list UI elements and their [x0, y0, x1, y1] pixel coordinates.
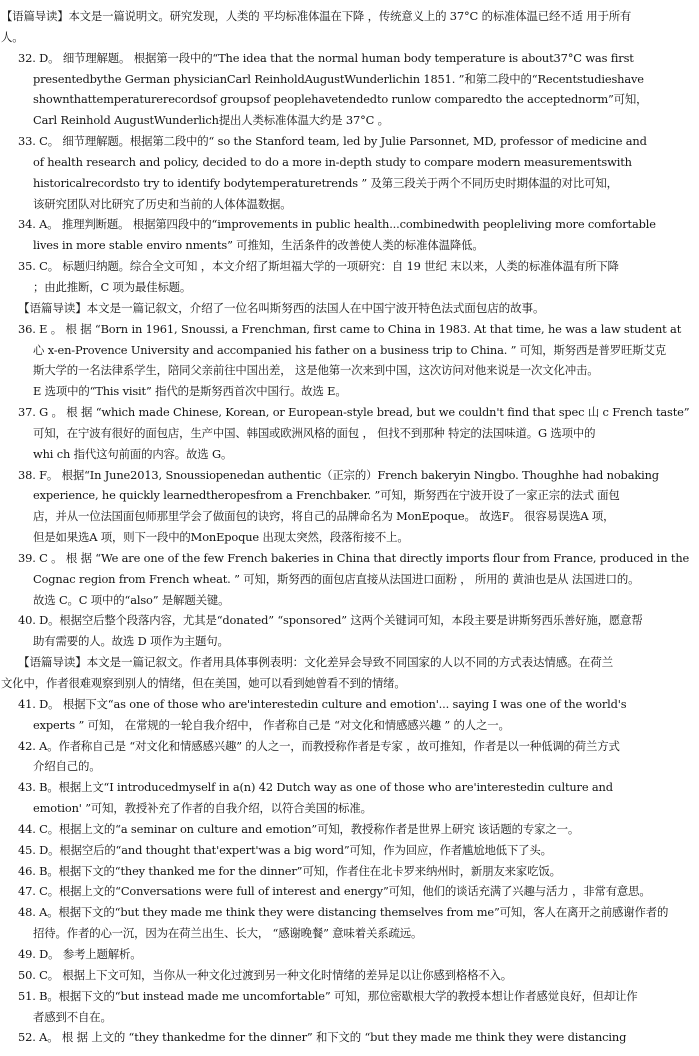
explanation-line: presentedbythe German physicianCarl ReinholdAugustWunderlichin 1851. ”和第二段中的“Recentstudieshave [33, 71, 644, 86]
explanation-line: Cognac region from French wheat. ” 可知，斯努西的面包店直接从法国进口面粉 ， 所用的 黄油也是从 法国进口的。 [33, 571, 640, 586]
explanation-line: 者感到不自在。 [33, 1009, 112, 1024]
explanation-line: 35. C。 标题归纳题。综合全文可知 ，本文介绍了斯坦福大学的一项研究：自 19 世纪 末以来，人类的标准体温有所下降 [18, 259, 619, 274]
explanation-line: 36. E 。 根 据 “Born in 1961, Snoussi, a Frenchman, first came to China in 1983. At that time, he was a law student at [18, 321, 682, 336]
explanation-line: Carl Reinhold AugustWunderlich提出人类标准体温大约是 37°C 。 [33, 113, 389, 128]
explanation-line: ；由此推断，C 项为最佳标题。 [33, 279, 192, 294]
explanation-line: 48. A。根据下文的“but they made me think they were distancing themselves from me”可知，客人在离开之前感谢作者的 [18, 905, 669, 920]
explanation-line: 文化中，作者很难观察到别人的情绪，但在美国，她可以看到她曾看不到的情绪。 [1, 676, 406, 690]
explanation-line: 45. D。根据空后的“and thought that'expert'was a big word”可知，作为回应，作者尴尬地低下了头。 [18, 842, 552, 857]
explanation-line: 39. C 。 根 据 “We are one of the few French bakeries in China that directly imports flour from France, produced in the [18, 550, 690, 565]
passage-guide-line: 【语篇导读】本文是一篇记叙文。作者用具体事例表明：文化差异会导致不同国家的人以不同的方式表达情感。在荷兰 [18, 655, 614, 670]
explanation-line: experts ” 可知， 在常规的一轮自我介绍中， 作者称自己是 “对文化和情感感兴趣 ” 的人之一。 [33, 717, 510, 732]
explanation-line: 47. C。根据上文的“Conversations were full of interest and energy”可知，他们的谈话充满了兴趣与活力 ，非常有意思。 [18, 884, 651, 899]
explanation-line: 38. F。 根据“In June2013, Snoussiopenedan authentic（正宗的）French bakeryin Ningbo. Thoughhe had nobaking [18, 467, 659, 482]
explanation-line: E 选项中的“This visit” 指代的是斯努西首次中国行。故选 E。 [33, 384, 347, 399]
explanation-line: lives in more stable enviro nments” 可推知，生活条件的改善使人类的标准体温降低。 [33, 238, 484, 253]
explanation-line: 人。 [1, 29, 24, 44]
explanation-line: historicalrecordsto try to identify bodytemperaturetrends ” 及第三段关于两个不同历史时期体温的对比可知， [33, 175, 618, 190]
explanation-line: 40. D。根据空后整个段落内容，尤其是“donated” “sponsored” 这两个关键词可知，本段主要是讲斯努西乐善好施，愿意帮 [18, 613, 643, 628]
explanation-line: 但是如果选A 项，则下一段中的MonEpoque 出现太突然，段落衔接不上。 [33, 530, 409, 545]
explanation-line: 51. B。根据下文的“but instead made me uncomfortable” 可知，那位密歇根大学的教授本想让作者感觉良好，但却让作 [18, 988, 638, 1003]
explanation-line: 招待。作者的心一沉，因为在荷兰出生、长大， “感谢晚餐” 意味着关系疏远。 [33, 926, 423, 941]
explanation-line: 斯大学的一名法律系学生，陪同父亲前往中国出差， 这是他第一次来到中国，这次访问对他来说是一次文化冲击。 [33, 363, 599, 378]
explanation-line: whi ch 指代这句前面的内容。故选 G。 [33, 446, 233, 461]
explanation-line: 助有需要的人。故选 D 项作为主题句。 [33, 634, 229, 649]
explanation-line: 50. C。 根据上下文可知，当你从一种文化过渡到另一种文化时情绪的差异足以让你感到格格不入。 [18, 967, 513, 982]
explanation-line: shownthattemperaturerecordsof groupsof peoplehavetendedto runlow comparedto the acceptednorm”可知， [33, 92, 648, 107]
explanation-line: experience, he quickly learnedtheropesfrom a Frenchbaker. ”可知，斯努西在宁波开设了一家正宗的法式 面包 [33, 488, 620, 503]
passage-guide-line: 【语篇导读】本文是一篇记叙文，介绍了一位名叫斯努西的法国人在中国宁波开特色法式面包店的故事。 [18, 300, 545, 315]
explanation-line: 34. A。 推理判断题。 根据第四段中的“improvements in public health...combinedwith peopleliving more comfortable [18, 217, 656, 232]
explanation-line: 46. B。根据下文的“they thanked me for the dinner”可知，作者住在北卡罗来纳州时，新朋友来家吃饭。 [18, 863, 561, 878]
explanation-line: 该研究团队对比研究了历史和当前的人体体温数据。 [33, 196, 292, 211]
explanation-line: 44. C。根据上文的“a seminar on culture and emotion”可知，教授称作者是世界上研究 该话题的专家之一。 [18, 821, 580, 836]
explanation-line: of health research and policy, decided to do a more in-depth study to compare modern measurementswith [33, 154, 632, 169]
explanation-line: 43. B。根据上文“I introducedmyself in a(n) 42 Dutch way as one of those who are'interestedin culture and [18, 780, 613, 795]
explanation-line: emotion' ”可知，教授补充了作者的自我介绍，以符合美国的标准。 [33, 801, 372, 816]
explanation-line: 52. A。 根 据 上文的 “they thankedme for the dinner” 和下文的 “but they made me think they were distancing [18, 1030, 627, 1045]
explanation-line: 49. D。 参考上题解析。 [18, 946, 142, 961]
explanation-line: 故选 C。C 项中的“also” 是解题关键。 [33, 592, 230, 607]
explanation-line: 32. D。 细节理解题。 根据第一段中的“The idea that the normal human body temperature is about37°C was first [18, 50, 634, 65]
explanation-line: 37. G 。 根 据 “which made Chinese, Korean, or European-style bread, but we couldn't find that spec 山 c French taste” [18, 405, 690, 420]
explanation-line: 店，并从一位法国面包师那里学会了做面包的诀窍，将自己的品牌命名为 MonEpoque。 故选F。 很容易误选A 项， [33, 509, 615, 524]
explanation-line: 可知，在宁波有很好的面包店，生产中国、韩国或欧洲风格的面包 ， 但找不到那种 特定的法国味道。G 选项中的 [33, 425, 596, 440]
explanation-line: 41. D。 根据下文“as one of those who are'interestedin culture and emotion'... saying I was one of the world's [18, 696, 627, 711]
answer-explanation-document [0, 6, 699, 1048]
explanation-line: 42. A。作者称自己是 “对文化和情感感兴趣” 的人之一，而教授称作者是专家 ，故可推知，作者是以一种低调的荷兰方式 [18, 738, 620, 753]
explanation-line: 【语篇导读】本文是一篇说明文。研究发现，人类的 平均标准体温在下降 ，传统意义上的 37°C 的标准体温已经不适 用于所有 [1, 9, 632, 23]
explanation-line: 33. C。 细节理解题。根据第二段中的“ so the Stanford team, led by Julie Parsonnet, MD, professor of medicine and [18, 134, 647, 149]
explanation-line: 心 x-en-Provence University and accompanied his father on a business trip to China. ” 可知，斯努西是普罗旺斯艾克 [33, 342, 666, 357]
explanation-line: 介绍自己的。 [33, 759, 101, 774]
